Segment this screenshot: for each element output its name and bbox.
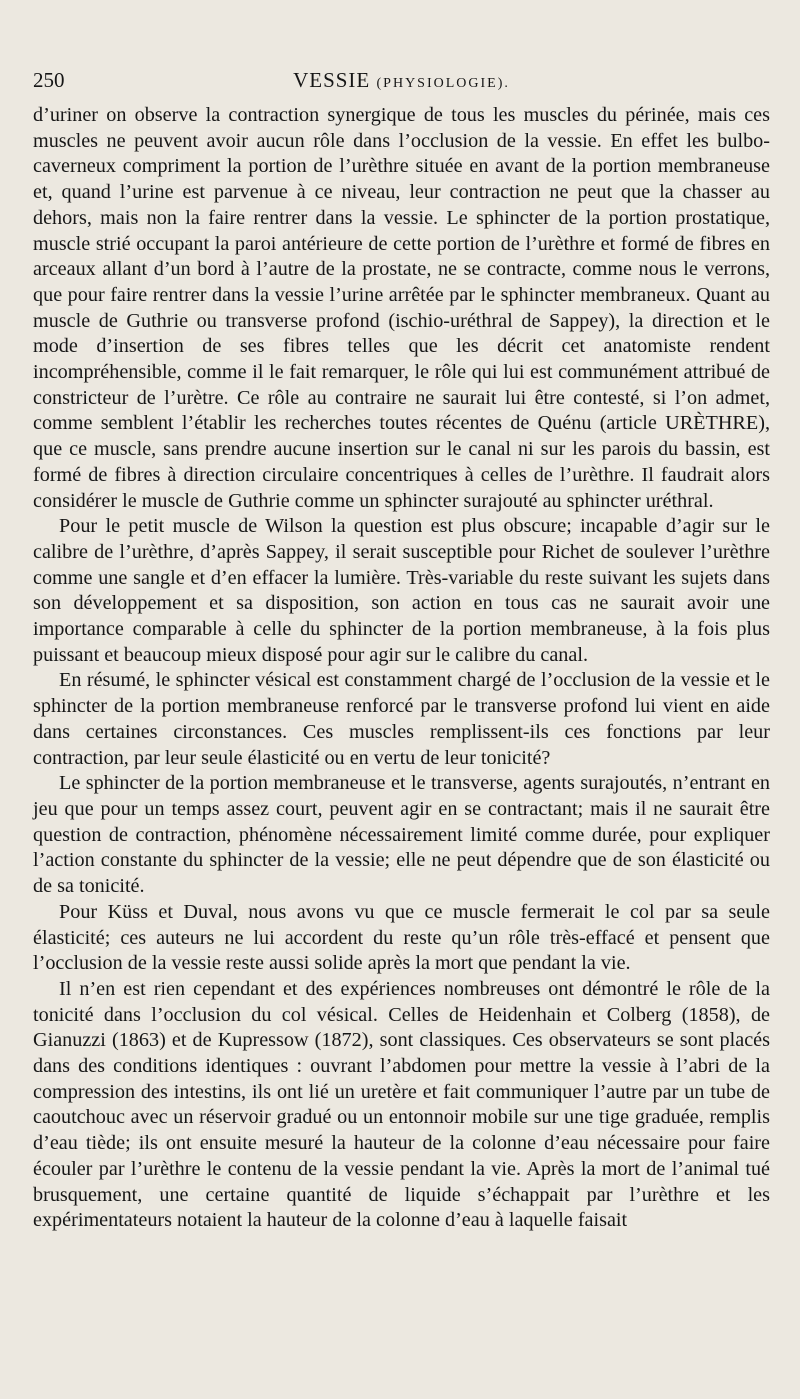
- paragraph-continued: d’uriner on observe la contraction synergique de tous les muscles du périnée, mais ces muscles ne peuvent avoir aucun rôle dans l’occlusion de la vessie. En effet les bulbo-caverneux compriment la portion de l’urèthre située en avant de la portion membraneuse et, quand l’urine est parvenue à ce niveau, leur contraction ne peut que la chasser au dehors, mais non la faire rentrer dans la vessie. Le sphincter de la portion prostatique, muscle strié occupant la paroi antérieure de cette portion de l’urèthre et formé de fibres en arceaux allant d’un bord à l’autre de la prostate, ne se contracte, comme nous le verrons, que pour faire rentrer dans la vessie l’urine arrêtée par le sphincter membraneux. Quant au muscle de Guthrie ou transverse profond (ischio-uréthral de Sappey), la direction et le mode d’insertion de ses fibres telles que les décrit cet anatomiste rendent incompréhensible, comme il le fait remarquer, le rôle qui lui est communément attribué de constricteur de l’urètre. Ce rôle au contraire ne saurait lui être contesté, si l’on admet, comme semblent l’établir les recherches toutes récentes de Quénu (article URÈTHRE), que ce muscle, sans prendre aucune insertion sur le canal ni sur les parois du bassin, est formé de fibres à direction circulaire concentriques à celles de l’urèthre. Il faudrait alors considérer le muscle de Guthrie comme un sphincter surajouté au sphincter uréthral.: [33, 104, 770, 512]
- running-title-main: VESSIE: [293, 68, 371, 92]
- page-number: 250: [33, 68, 65, 92]
- running-header: [33, 68, 770, 98]
- paragraph: En résumé, le sphincter vésical est constamment chargé de l’occlusion de la vessie et le sphincter de la portion membraneuse renforcé par le transverse profond lui vient en aide dans certaines circonstances. Ces muscles remplissent-ils ces fonctions par leur contraction, par leur seule élasticité ou en vertu de leur tonicité?: [33, 669, 770, 769]
- running-title-sub: (PHYSIOLOGIE).: [376, 76, 510, 91]
- paragraph: Pour le petit muscle de Wilson la question est plus obscure; incapable d’agir sur le calibre de l’urèthre, d’après Sappey, il serait susceptible pour Richet de soulever l’urèthre comme une sangle et d’en effacer la lumière. Très-variable du reste suivant les sujets dans son développement et sa disposition, son action en tous cas ne saurait avoir une importance comparable à celle du sphincter de la portion membraneuse, à la fois plus puissant et beaucoup mieux disposé pour agir sur le calibre du canal.: [33, 515, 770, 666]
- paragraph: Le sphincter de la portion membraneuse et le transverse, agents surajoutés, n’entrant en jeu que pour un temps assez court, peuvent agir en se contractant; mais il ne saurait être question de contraction, phénomène nécessairement limité comme durée, pour expliquer l’action constante du sphincter de la vessie; elle ne peut dépendre que de son élasticité ou de sa tonicité.: [33, 772, 770, 898]
- paragraph: Pour Küss et Duval, nous avons vu que ce muscle fermerait le col par sa seule élasticité; ces auteurs ne lui accordent du reste qu’un rôle très-effacé et pensent que l’occlusion de la vessie reste aussi solide après la mort que pendant la vie.: [33, 900, 770, 975]
- running-title: [33, 68, 770, 93]
- body-text: [33, 103, 770, 1234]
- paragraph: Il n’en est rien cependant et des expériences nombreuses ont démontré le rôle de la tonicité dans l’occlusion du col vésical. Celles de Heidenhain et Colberg (1858), de Gianuzzi (1863) et de Kupressow (1872), sont classiques. Ces observateurs se sont placés dans des conditions identiques : ouvrant l’abdomen pour mettre la vessie à l’abri de la compression des intestins, ils ont lié un uretère et fait communiquer l’autre par un tube de caoutchouc avec un réservoir gradué ou un entonnoir mobile sur une tige graduée, remplis d’eau tiède; ils ont ensuite mesuré la hauteur de la colonne d’eau nécessaire pour faire écouler par l’urèthre le contenu de la vessie pendant la vie. Après la mort de l’animal tué brusquement, une certaine quantité de liquide s’échappait par l’urèthre et les expérimentateurs notaient la hauteur de la colonne d’eau à laquelle faisait: [33, 977, 770, 1232]
